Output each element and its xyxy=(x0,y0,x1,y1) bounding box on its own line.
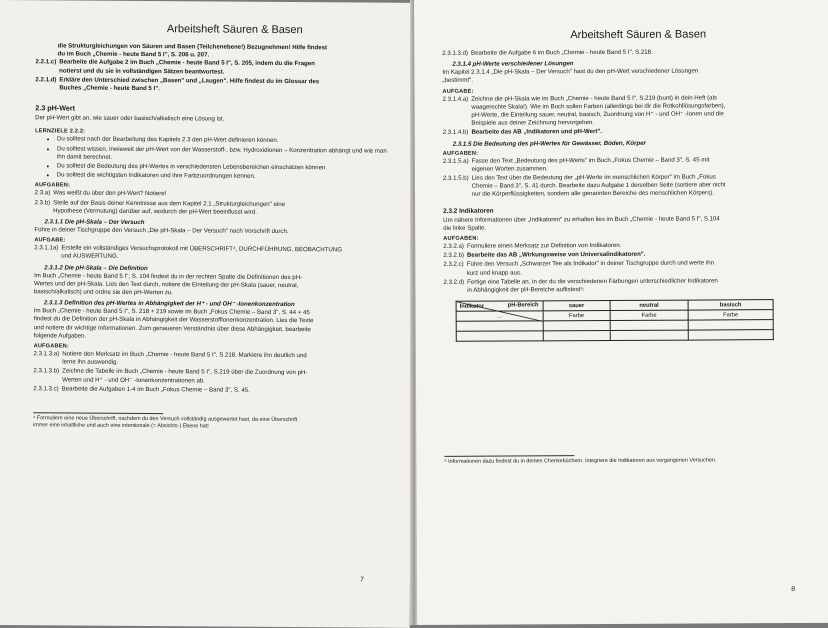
task-number: 2.2.1.c) xyxy=(35,58,57,66)
task-2-3-1-4-b xyxy=(443,127,795,137)
section-text: Führe in deiner Tischgruppe den Versuch „Die pH-Skala – Der Versuch" nach Vorschrift durch. xyxy=(34,226,289,236)
page-header: Arbeitsheft Säuren & Basen xyxy=(570,28,707,42)
text-line: Wertes und der pH-Skala. Lies den Text durch, notiere die Einteilung der pH-Skala (sauer, neutral, xyxy=(33,280,299,289)
task-2-2-1-c xyxy=(35,59,393,78)
task-2-3-1-5-a xyxy=(443,156,795,174)
aufgaben-label: AUFGABEN: xyxy=(442,150,479,157)
table-cell: Farbe xyxy=(688,310,773,320)
task-number: 2.3.a) xyxy=(34,189,51,197)
text-line: basisch/alkalisch) und ordne sie den pH-Werten zu. xyxy=(33,288,174,297)
task-text: Bearbeite das AB „Wirkungsweise von Universalindikatoren". xyxy=(466,251,646,259)
text-line: und notiere dir wichtige Informationen. Zum genaueren Verständnis über diese Abhängigkeit, bearbeite xyxy=(33,323,311,333)
task-text xyxy=(467,277,795,295)
text-line: Zeichne die Tabelle im Buch „Chemie - heute Band 5 I", S.219 über die Zuordnung von pH- xyxy=(62,367,308,377)
table-cell xyxy=(610,330,688,340)
task-text xyxy=(471,94,794,129)
text-line: die linke Spalte. xyxy=(443,224,487,232)
aufgaben-label: AUFGABEN: xyxy=(34,182,71,189)
list-item: • Du solltest nach der Bearbeitung des Kapitels 2.3 den pH-Wert definieren können. xyxy=(57,136,393,147)
text-line: Hypothese (Vermutung) darüber auf, wodurch der pH-Wert beeinflusst wird. xyxy=(53,207,257,216)
table-cell: Farbe xyxy=(543,311,610,321)
table-corner-cell xyxy=(456,301,543,311)
text-line: du im Buch „Chemie - heute Band 5 I", S. 206 u. 207. xyxy=(57,50,210,59)
task-text xyxy=(467,259,796,277)
task-number: 2.3.2.a) xyxy=(443,242,464,250)
list-item: • Du solltest die Bedeutung des pH-Wertes in verschiedensten Lebensbereichen einschätzen können. xyxy=(57,162,393,173)
task-text: Was weißt du über den pH-Wert? Notiere! xyxy=(53,189,167,198)
text-line: Im Buch „Chemie - heute Band 5 I", S. 104 findest du in der rechten Spalte die Definitionen des pH- xyxy=(34,271,303,281)
task-number: 2.3.1.3.a) xyxy=(33,350,60,358)
text-line: ⁴ Formuliere eine neue Überschrift, nachdem du den Versuch vollständig ausgewertet hast, da eine Überschrift xyxy=(33,415,298,424)
aufgaben-label: AUFGABEN: xyxy=(443,235,479,242)
table-cell: ... xyxy=(456,311,543,321)
task-text: Bearbeite das AB „Indikatoren und pH-Wert". xyxy=(471,128,603,137)
page-number: 8 xyxy=(791,586,796,594)
text-line: Um nähere Informationen über „Indikatoren" zu erhalten lies im Buch „Chemie - heute Band 5 I", S.104 xyxy=(443,215,720,224)
section-title-2-3-1-5: 2.3.1.5 Die Bedeutung des pH-Wertes für Gewässer, Böden, Körper xyxy=(452,139,647,148)
task-number: 2.3.1.4.a) xyxy=(442,95,469,103)
lernziele-label: LERNZIELE 2.2.2: xyxy=(35,128,86,136)
table-cell xyxy=(456,331,543,341)
task-number: 2.3.2.b) xyxy=(443,251,465,260)
task-2-3-1-5-b xyxy=(443,173,795,199)
footnote-rule xyxy=(33,412,163,414)
text-line: kurz und knapp aus. xyxy=(466,269,522,277)
text-line: Bearbeite die Aufgabe 2 im Buch „Chemie - heute Band 5 I", S. 205, indem du die Fragen xyxy=(59,58,315,68)
text-line: Notiere den Merksatz im Buch „Chemie - heute Band 5 I", S.218. Markiere ihn deutlich und xyxy=(62,350,307,360)
task-2-3-1-3-b xyxy=(33,368,391,387)
text-line: Steile auf der Basis deiner Kenntnisse aus dem Kapitel 2.1 „Strukturgleichungen" eine xyxy=(53,199,286,208)
task-2-3-1-4-a xyxy=(443,94,795,129)
section-intro: Der pH-Wert gibt an, wie sauer oder basisch/alkalisch eine Lösung ist. xyxy=(35,114,225,123)
task-number: 2.3.1.1a) xyxy=(34,244,59,252)
text-line: Werten und H⁺ - und OH⁻ -Ionenkonzentrationen ab. xyxy=(62,376,205,385)
column-header: basisch xyxy=(688,300,773,310)
task-number: 2.3.1.3.c) xyxy=(33,385,59,393)
task-text xyxy=(62,351,391,370)
text-line: Zeichne die pH-Skala wie im Buch „Chemie - heute Band 5 I", S.219 (bunt) in dein Heft (als xyxy=(471,94,717,103)
task-number: 2.3.1.3.d) xyxy=(442,49,469,57)
task-number: 2.3.1.5.a) xyxy=(442,157,469,165)
task-text xyxy=(59,59,393,78)
task-2-3-1-3-d xyxy=(442,48,794,58)
column-header: neutral xyxy=(610,300,688,310)
section-title-2-3-1-3: 2.3.1.3 Definition des pH-Wertes in Abhängigkeit der H⁺ - und OH⁻ -Ionenkonzentration xyxy=(43,299,295,309)
footnote: ⁵ Informationen dazu findest du in deinen Chemiebüchern. Integriere die Indikatoren aus vergangenen Versuchen. xyxy=(444,457,717,466)
page-header: Arbeitsheft Säuren & Basen xyxy=(166,23,303,37)
page-number: 7 xyxy=(360,576,364,584)
section-title-2-3-1-2: 2.3.1.2 Die pH-Skala – Die Definition xyxy=(44,263,148,272)
task-text xyxy=(472,156,795,174)
text-line: lerne ihn auswendig. xyxy=(62,358,119,367)
section-title-2-3-1-4: 2.3.1.4 pH-Werte verschiedener Lösungen xyxy=(452,60,574,69)
task-text xyxy=(62,368,391,387)
corner-bottom-label: Indikator xyxy=(459,303,485,311)
text-line: die Strukturgleichungen von Säuren und Basen (Teilchenebene!) Bezugnehmen! Hilfe findest xyxy=(57,42,328,52)
text-line: Erkläre den Unterschied zwischen „Basen" und „Laugen". Hilfe findest du im Glossar des xyxy=(59,76,320,86)
text-line: Beispiele aus deiner Zeichnung hervorgehen. xyxy=(471,119,595,127)
text-line: Im Kapitel 2.3.1.4 „Die pH-Skala – Der Versuch" hast du den pH-Wert verschiedener Lösungen xyxy=(442,67,699,77)
task-number: 2.2.1.d) xyxy=(35,76,57,84)
task-2-2-1-d xyxy=(35,76,393,95)
task-text xyxy=(53,199,393,218)
aufgabe-label: AUFGABE: xyxy=(34,237,66,244)
task-number: 2.3.b) xyxy=(34,198,51,206)
aufgabe-label: AUFGABE: xyxy=(442,88,474,95)
task-number: 2.3.2.c) xyxy=(443,261,464,269)
text-line: waagerechte Skala!). Wie im Buch sollen Farben (allerdings bei dir die Rotkohllösungsfarben), xyxy=(471,102,726,111)
column-header: sauer xyxy=(543,301,610,311)
task-text: Bearbeite die Aufgabe 6 im Buch „Chemie - heute Band 5 I", S.218. xyxy=(471,48,653,57)
task-number: 2.3.1.4.b) xyxy=(442,129,469,137)
text-line: immer eine inhaltliche und auch eine intentionale (= Absichts-) Ebene hat! xyxy=(33,422,209,430)
text-line: in Abhängigkeit der pH-Bereiche auflistest⁵: xyxy=(467,286,585,294)
task-number: 2.3.2.d) xyxy=(443,278,465,286)
section-title-2-3: 2.3 pH-Wert xyxy=(35,103,76,113)
text-line: notierst und du sie in vollständigen Sätzen beantwortest. xyxy=(59,67,225,76)
task-number: 2.3.1.3.b) xyxy=(33,367,60,375)
text-line: eigenen Worten zusammen. xyxy=(471,165,548,173)
text-line: und AUSWERTUNG. xyxy=(61,252,119,261)
section-title-2-3-1-1: 2.3.1.1 Die pH-Skala – Der Versuch xyxy=(44,218,145,227)
text-line: Führe den Versuch „Schwarzer Tee als Indikator" in deiner Tischgruppe durch und werte ihn xyxy=(466,259,715,269)
text-line: findest du die Definition der pH-Skala in Abhängigkeit der Wasserstoffionenkonzentration. Lies die Texte xyxy=(33,315,314,325)
table-cell xyxy=(543,321,610,331)
task-text xyxy=(472,173,795,199)
table-cell xyxy=(543,331,610,341)
text-line: Fertige eine Tabelle an, in der du die verschiedenen Färbungen unterschiedlicher Indikatoren xyxy=(467,277,718,286)
task-2-3-2-d xyxy=(443,277,795,295)
text-line: Lies den Text über die Bedeutung der „pH-Werte im menschlichen Körper" im Buch „Fokus xyxy=(471,173,716,182)
text-line: Erstelle ein vollständiges Versuchsprotokoll mit ÜBERSCHRIFT⁴, DURCHFÜHRUNG, BEOBACHTUNG xyxy=(61,244,342,254)
text-line: pH-Werte, die Einteilung sauer, neutral, basisch, Zuordnung von H⁺ - und OH⁻ -Ionen und die xyxy=(471,110,724,119)
text-line: Im Buch „Chemie - heute Band 5 I", S. 218 + 219 sowie im Buch „Fokus Chemie – Band 3", S. 44 + 45 xyxy=(33,307,310,317)
text-line: folgende Aufgaben. xyxy=(33,332,87,340)
task-2-3-1-1-a xyxy=(34,244,392,263)
text-line: Chemie – Band 3", S. 41 durch. Bearbeite dazu Aufgabe 1 derselben Seite (sortiere aber nicht xyxy=(471,181,726,190)
list-item: • Du solltest wissen, inwieweit der pH-Wert von der Wasserstoff-, bzw. Hydroxidionen – Konzentration abhängt und wie man ihn damit berechnet. xyxy=(57,145,393,164)
task-text xyxy=(59,76,393,95)
task-2-3-1-3-a xyxy=(33,350,391,369)
text-line: „bestimmt". xyxy=(442,77,474,85)
task-text: Bearbeite die Aufgaben 1-4 im Buch „Fokus Chemie – Band 3", S. 45. xyxy=(61,385,250,394)
table-cell: Farbe xyxy=(610,310,688,320)
task-number: 2.3.1.5.b) xyxy=(442,174,469,182)
footnote-rule xyxy=(444,455,574,457)
task-2-3-b xyxy=(34,199,392,218)
text-line: Buches „Chemie - heute Band 5 I". xyxy=(59,84,160,93)
footnote xyxy=(33,415,391,431)
table-cell xyxy=(688,320,773,330)
list-item: • Du solltest die wichtigsten Indikatoren und ihre Farbzuordnungen kennen. xyxy=(57,172,393,183)
task-2-3-2-c xyxy=(443,259,795,277)
task-text xyxy=(61,245,392,264)
table-cell xyxy=(610,320,688,330)
text-line: nur die Körperflüssigkeiten, sondern alle genannten Bereiche des menschlichen Körpers). xyxy=(471,189,714,199)
indicator-table xyxy=(456,299,774,342)
lernziele-list xyxy=(35,136,393,183)
table-cell xyxy=(456,321,543,331)
section-title-2-3-2: 2.3.2 Indikatoren xyxy=(443,207,494,215)
aufgaben-label: AUFGABEN: xyxy=(33,343,69,350)
corner-top-label: pH-Bereich xyxy=(507,302,539,309)
table-cell xyxy=(688,330,773,340)
task-text: Formuliere einen Merksatz zur Definition von Indikatoren. xyxy=(466,241,622,250)
text-line: Fasse den Text „Bedeutung des pH-Werts" im Buch „Fokus Chemie – Band 3", S. 45 mit xyxy=(471,156,710,165)
right-page xyxy=(414,0,828,625)
